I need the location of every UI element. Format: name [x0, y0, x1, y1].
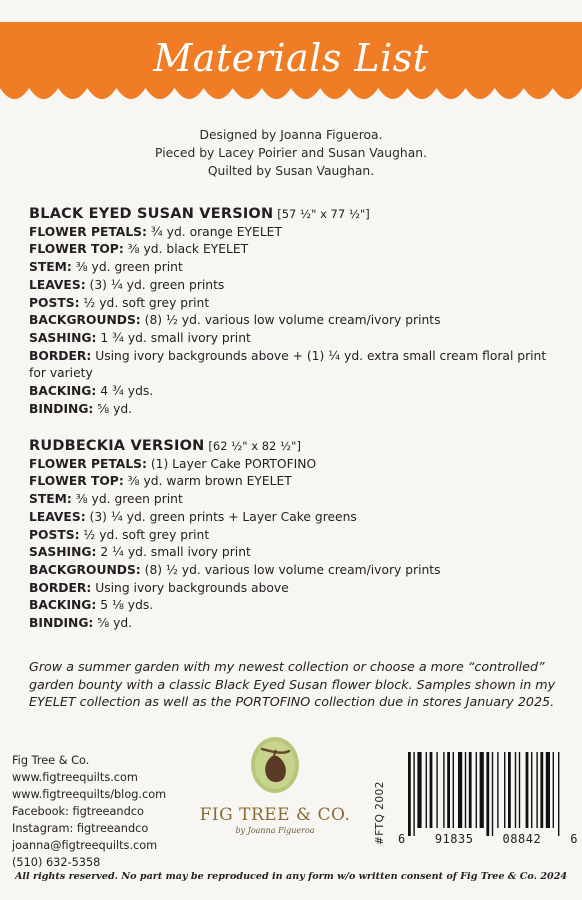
material-label: SASHING: [29, 545, 97, 560]
material-amount: Using ivory backgrounds above [95, 580, 289, 595]
barcode-digit-group: 6 [570, 832, 578, 846]
material-item [29, 348, 559, 383]
credit-quilter: Quilted by Susan Vaughan. [207, 164, 375, 178]
material-amount: ¾ yd. orange EYELET [150, 224, 282, 239]
logo-byline: by Joanna Figueroa [235, 826, 315, 835]
material-amount: 2 ¼ yd. small ivory print [100, 545, 251, 560]
material-item [29, 509, 559, 527]
barcode-bar [526, 752, 529, 828]
material-amount: ⅜ yd. green print [75, 260, 183, 275]
material-item [29, 580, 559, 598]
barcode-digits [398, 832, 578, 846]
material-label: FLOWER PETALS: [29, 224, 147, 239]
material-label: BINDING: [29, 401, 94, 416]
contact-blog-link[interactable]: www.figtreequilts/blog.com [12, 788, 167, 801]
barcode-bar [531, 752, 532, 828]
barcode-bar [515, 752, 516, 828]
material-label: POSTS: [29, 527, 80, 542]
material-item [29, 597, 559, 615]
contact-info [12, 752, 212, 871]
version-black-eyed-susan [29, 206, 559, 418]
barcode-bar [497, 752, 498, 828]
material-label: SASHING: [29, 330, 97, 345]
barcode-bar [465, 752, 466, 828]
barcode-bar [426, 752, 427, 828]
material-item [29, 527, 559, 545]
barcode-bar [553, 752, 554, 828]
credit-piecer: Pieced by Lacey Poirier and Susan Vaughan. [155, 146, 427, 160]
barcode-bar [486, 752, 489, 836]
barcode-bar [508, 752, 511, 828]
material-amount: (8) ½ yd. various low volume cream/ivory prints [144, 562, 441, 577]
contact-phone: (510) 632-5358 [12, 856, 101, 869]
material-amount: ½ yd. soft grey print [83, 295, 210, 310]
version-size: [62 ½" x 82 ½"] [208, 439, 301, 453]
barcode-bar [536, 752, 537, 828]
contact-email-link[interactable]: joanna@figtreequilts.com [12, 839, 158, 852]
barcode-bar [458, 752, 462, 828]
barcode-bar [519, 752, 520, 828]
version-title: RUDBECKIA VERSION [29, 438, 205, 454]
barcode-bar [546, 752, 550, 828]
barcode-digit-group: 08842 [502, 832, 542, 846]
material-item [29, 224, 559, 242]
barcode-bar [408, 752, 411, 836]
material-label: LEAVES: [29, 277, 86, 292]
material-label: BACKING: [29, 384, 97, 399]
barcode-bar [447, 752, 450, 828]
version-title: BLACK EYED SUSAN VERSION [29, 206, 274, 222]
material-amount: 1 ¾ yd. small ivory print [100, 330, 251, 345]
contact-facebook: Facebook: figtreeandco [12, 805, 144, 818]
contact-website-link[interactable]: www.figtreequilts.com [12, 771, 138, 784]
material-label: BORDER: [29, 348, 92, 363]
material-amount: (3) ¼ yd. green prints + Layer Cake greens [89, 509, 357, 524]
copyright-footer: All rights reserved. No part may be reproduced in any form w/o written consent of Fig Tree & Co. 2024 [14, 871, 568, 882]
material-label: FLOWER TOP: [29, 242, 124, 257]
barcode-bar [430, 752, 433, 828]
version-heading [29, 438, 559, 456]
barcode-bar [540, 752, 543, 828]
barcode [402, 752, 572, 838]
barcode-bar [453, 752, 454, 828]
barcode-digit-group: 91835 [434, 832, 474, 846]
description-blurb: Grow a summer garden with my newest collection or choose a more “controlled” garden bounty with a classic Black Eyed Susan flower block. Samples shown in my EYELET collection as well as the PORTOFINO collection due in stores January 2025. [29, 659, 556, 709]
material-amount: 5 ⅛ yds. [100, 598, 154, 613]
material-amount: (1) Layer Cake PORTOFINO [150, 456, 317, 471]
material-item [29, 295, 559, 313]
material-item [29, 277, 559, 295]
barcode-bar [558, 752, 559, 836]
credit-designer: Designed by Joanna Figueroa. [199, 128, 383, 142]
page-title: Materials List [153, 36, 429, 80]
material-amount: 4 ¾ yds. [100, 384, 154, 399]
version-rudbeckia [29, 438, 559, 633]
material-item [29, 259, 559, 277]
barcode-digit-group: 6 [398, 832, 406, 846]
material-label: BACKING: [29, 598, 97, 613]
version-size: [57 ½" x 77 ½"] [277, 207, 370, 221]
logo-name: FIG TREE & CO. [199, 805, 351, 825]
barcode-bar [443, 752, 444, 828]
barcode-bar [492, 752, 493, 836]
material-item [29, 562, 559, 580]
material-label: FLOWER PETALS: [29, 456, 147, 471]
material-label: BINDING: [29, 616, 94, 631]
material-item [29, 383, 559, 401]
barcode-bar [480, 752, 484, 828]
material-label: BORDER: [29, 580, 92, 595]
material-item [29, 401, 559, 419]
material-amount: ½ yd. soft grey print [83, 527, 210, 542]
contact-instagram: Instagram: figtreeandco [12, 822, 149, 835]
barcode-bar [504, 752, 505, 828]
material-label: POSTS: [29, 295, 80, 310]
contact-company: Fig Tree & Co. [12, 754, 90, 767]
material-label: LEAVES: [29, 509, 86, 524]
material-amount: ⅜ yd. warm brown EYELET [127, 474, 292, 489]
material-item [29, 312, 559, 330]
barcode-bar [413, 752, 414, 836]
material-amount: (3) ¼ yd. green prints [89, 277, 225, 292]
barcode-bar [417, 752, 421, 828]
material-label: STEM: [29, 260, 72, 275]
material-item [29, 330, 559, 348]
version-heading [29, 206, 559, 224]
material-label: FLOWER TOP: [29, 474, 124, 489]
material-amount: ⅝ yd. [97, 401, 133, 416]
sku-code: #FTQ 2002 [374, 781, 386, 845]
material-amount: ⅜ yd. green print [75, 492, 183, 507]
material-amount: (8) ½ yd. various low volume cream/ivory prints [144, 313, 441, 328]
credits [0, 126, 582, 180]
material-label: STEM: [29, 492, 72, 507]
material-item [29, 241, 559, 259]
barcode-bar [469, 752, 472, 828]
material-amount: Using ivory backgrounds above + (1) ¼ yd. extra small cream floral print for variety [29, 348, 547, 381]
barcode-bar [476, 752, 477, 828]
material-label: BACKGROUNDS: [29, 313, 141, 328]
material-item [29, 491, 559, 509]
material-amount: ⅜ yd. black EYELET [127, 242, 249, 257]
material-amount: ⅝ yd. [97, 616, 133, 631]
material-item [29, 473, 559, 491]
barcode-bar [436, 752, 437, 828]
material-label: BACKGROUNDS: [29, 562, 141, 577]
material-item [29, 456, 559, 474]
material-item [29, 615, 559, 633]
material-item [29, 544, 559, 562]
